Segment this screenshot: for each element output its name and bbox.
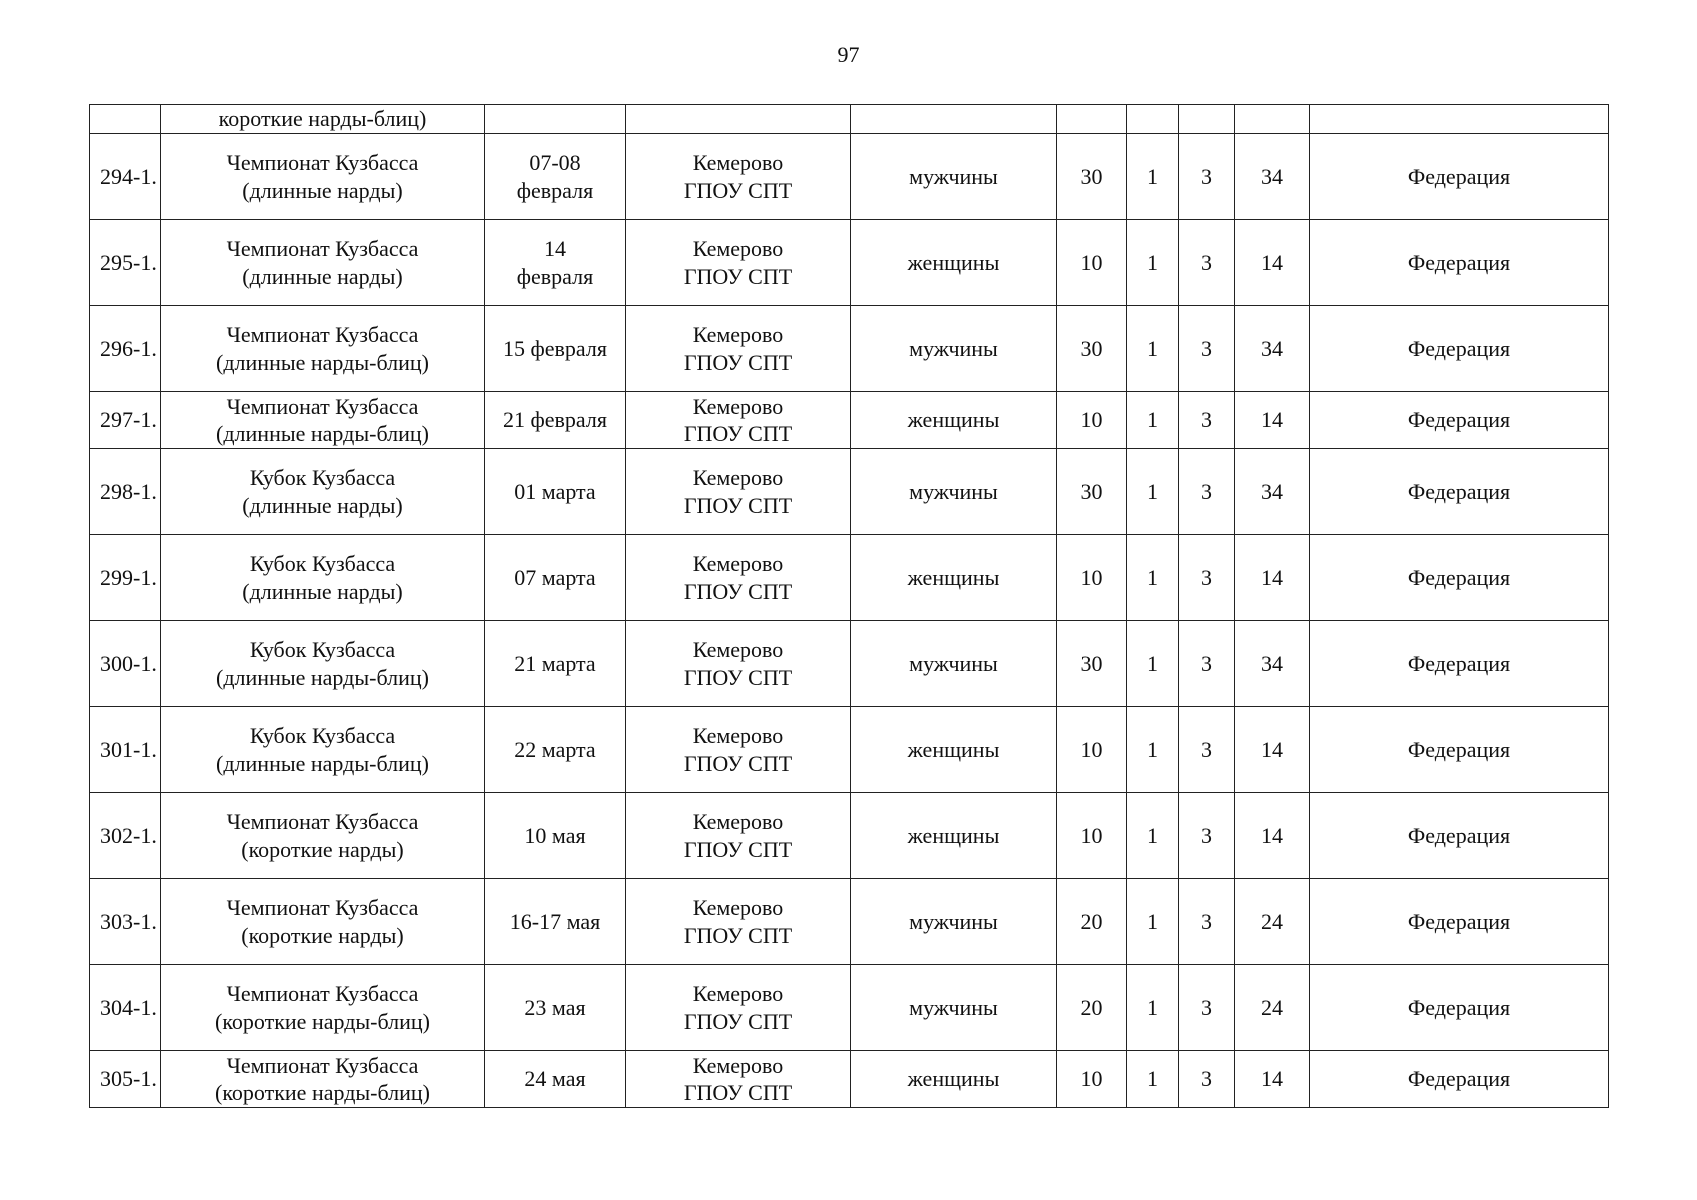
cell-count-3: 3 xyxy=(1179,707,1235,793)
cell-category: женщины xyxy=(851,392,1057,449)
cell-total: 14 xyxy=(1235,535,1310,621)
cell-place xyxy=(626,105,851,134)
cell-category: женщины xyxy=(851,793,1057,879)
cell-count-3: 3 xyxy=(1179,306,1235,392)
cell-num: 294-1. xyxy=(90,134,161,220)
cell-place: Кемерово ГПОУ СПТ xyxy=(626,965,851,1051)
cell-num: 297-1. xyxy=(90,392,161,449)
cell-place: Кемерово ГПОУ СПТ xyxy=(626,220,851,306)
cell-count-3: 3 xyxy=(1179,392,1235,449)
cell-category: мужчины xyxy=(851,965,1057,1051)
cell-count-2: 1 xyxy=(1127,535,1179,621)
cell-count-2 xyxy=(1127,105,1179,134)
cell-num: 303-1. xyxy=(90,879,161,965)
table-row xyxy=(90,965,1609,1051)
cell-num: 304-1. xyxy=(90,965,161,1051)
cell-place: Кемерово ГПОУ СПТ xyxy=(626,449,851,535)
cell-count-3: 3 xyxy=(1179,535,1235,621)
cell-count-3: 3 xyxy=(1179,621,1235,707)
cell-category: мужчины xyxy=(851,879,1057,965)
cell-date: 24 мая xyxy=(485,1051,626,1108)
cell-count-1: 10 xyxy=(1057,535,1127,621)
cell-organizer: Федерация xyxy=(1310,535,1609,621)
cell-count-1: 20 xyxy=(1057,879,1127,965)
cell-total: 14 xyxy=(1235,1051,1310,1108)
cell-date: 21 февраля xyxy=(485,392,626,449)
cell-total: 34 xyxy=(1235,134,1310,220)
table-row xyxy=(90,134,1609,220)
cell-num: 300-1. xyxy=(90,621,161,707)
cell-event-name: Кубок Кузбасса (длинные нарды-блиц) xyxy=(161,707,485,793)
cell-count-2: 1 xyxy=(1127,621,1179,707)
cell-count-2: 1 xyxy=(1127,879,1179,965)
cell-total: 24 xyxy=(1235,879,1310,965)
cell-date: 14 февраля xyxy=(485,220,626,306)
cell-organizer: Федерация xyxy=(1310,879,1609,965)
table-row xyxy=(90,535,1609,621)
table-row xyxy=(90,449,1609,535)
cell-event-name: Чемпионат Кузбасса (короткие нарды) xyxy=(161,879,485,965)
cell-count-2: 1 xyxy=(1127,220,1179,306)
continuation-row xyxy=(90,105,1609,134)
cell-organizer: Федерация xyxy=(1310,965,1609,1051)
cell-place: Кемерово ГПОУ СПТ xyxy=(626,621,851,707)
cell-category: женщины xyxy=(851,1051,1057,1108)
cell-count-3 xyxy=(1179,105,1235,134)
cell-category: мужчины xyxy=(851,449,1057,535)
table-row xyxy=(90,306,1609,392)
cell-count-1: 10 xyxy=(1057,1051,1127,1108)
cell-count-2: 1 xyxy=(1127,134,1179,220)
cell-event-name: короткие нарды-блиц) xyxy=(161,105,485,134)
cell-count-2: 1 xyxy=(1127,449,1179,535)
cell-total: 34 xyxy=(1235,306,1310,392)
cell-count-1: 10 xyxy=(1057,220,1127,306)
cell-category: женщины xyxy=(851,535,1057,621)
cell-place: Кемерово ГПОУ СПТ xyxy=(626,793,851,879)
cell-count-3: 3 xyxy=(1179,220,1235,306)
cell-organizer: Федерация xyxy=(1310,1051,1609,1108)
cell-organizer: Федерация xyxy=(1310,306,1609,392)
table-row xyxy=(90,879,1609,965)
cell-organizer: Федерация xyxy=(1310,134,1609,220)
cell-date: 01 марта xyxy=(485,449,626,535)
cell-organizer: Федерация xyxy=(1310,707,1609,793)
cell-count-3: 3 xyxy=(1179,1051,1235,1108)
cell-count-3: 3 xyxy=(1179,965,1235,1051)
cell-count-2: 1 xyxy=(1127,965,1179,1051)
cell-event-name: Чемпионат Кузбасса (короткие нарды-блиц) xyxy=(161,1051,485,1108)
table-row xyxy=(90,220,1609,306)
cell-organizer: Федерация xyxy=(1310,793,1609,879)
cell-category: мужчины xyxy=(851,306,1057,392)
cell-total: 14 xyxy=(1235,793,1310,879)
cell-total: 14 xyxy=(1235,220,1310,306)
cell-place: Кемерово ГПОУ СПТ xyxy=(626,306,851,392)
cell-event-name: Чемпионат Кузбасса (длинные нарды) xyxy=(161,220,485,306)
cell-event-name: Чемпионат Кузбасса (длинные нарды) xyxy=(161,134,485,220)
cell-organizer: Федерация xyxy=(1310,392,1609,449)
cell-num xyxy=(90,105,161,134)
cell-num: 305-1. xyxy=(90,1051,161,1108)
cell-place: Кемерово ГПОУ СПТ xyxy=(626,392,851,449)
cell-place: Кемерово ГПОУ СПТ xyxy=(626,1051,851,1108)
cell-date: 07-08 февраля xyxy=(485,134,626,220)
cell-place: Кемерово ГПОУ СПТ xyxy=(626,707,851,793)
table-row xyxy=(90,707,1609,793)
cell-date: 10 мая xyxy=(485,793,626,879)
cell-organizer: Федерация xyxy=(1310,449,1609,535)
cell-date: 21 марта xyxy=(485,621,626,707)
cell-organizer xyxy=(1310,105,1609,134)
cell-date: 07 марта xyxy=(485,535,626,621)
cell-total: 34 xyxy=(1235,621,1310,707)
cell-category: женщины xyxy=(851,707,1057,793)
cell-num: 302-1. xyxy=(90,793,161,879)
cell-date: 15 февраля xyxy=(485,306,626,392)
cell-num: 296-1. xyxy=(90,306,161,392)
cell-date: 23 мая xyxy=(485,965,626,1051)
page-number: 97 xyxy=(837,42,860,67)
cell-total xyxy=(1235,105,1310,134)
cell-category: женщины xyxy=(851,220,1057,306)
cell-category: мужчины xyxy=(851,134,1057,220)
cell-total: 24 xyxy=(1235,965,1310,1051)
cell-num: 301-1. xyxy=(90,707,161,793)
cell-count-1: 10 xyxy=(1057,707,1127,793)
cell-num: 295-1. xyxy=(90,220,161,306)
cell-count-1: 30 xyxy=(1057,306,1127,392)
cell-count-1: 30 xyxy=(1057,449,1127,535)
cell-event-name: Чемпионат Кузбасса (короткие нарды-блиц) xyxy=(161,965,485,1051)
cell-organizer: Федерация xyxy=(1310,621,1609,707)
cell-count-2: 1 xyxy=(1127,707,1179,793)
cell-place: Кемерово ГПОУ СПТ xyxy=(626,134,851,220)
cell-date: 16-17 мая xyxy=(485,879,626,965)
table-row xyxy=(90,793,1609,879)
cell-count-3: 3 xyxy=(1179,879,1235,965)
cell-count-3: 3 xyxy=(1179,449,1235,535)
cell-count-2: 1 xyxy=(1127,1051,1179,1108)
table-body xyxy=(90,105,1609,1108)
events-table xyxy=(89,104,1609,1108)
cell-total: 34 xyxy=(1235,449,1310,535)
cell-date xyxy=(485,105,626,134)
cell-event-name: Кубок Кузбасса (длинные нарды-блиц) xyxy=(161,621,485,707)
cell-count-1: 10 xyxy=(1057,793,1127,879)
cell-place: Кемерово ГПОУ СПТ xyxy=(626,879,851,965)
table-row xyxy=(90,621,1609,707)
cell-count-1: 30 xyxy=(1057,134,1127,220)
cell-count-1: 30 xyxy=(1057,621,1127,707)
cell-count-3: 3 xyxy=(1179,134,1235,220)
cell-count-2: 1 xyxy=(1127,306,1179,392)
cell-organizer: Федерация xyxy=(1310,220,1609,306)
cell-count-3: 3 xyxy=(1179,793,1235,879)
cell-count-1: 10 xyxy=(1057,392,1127,449)
cell-event-name: Кубок Кузбасса (длинные нарды) xyxy=(161,535,485,621)
cell-event-name: Чемпионат Кузбасса (длинные нарды-блиц) xyxy=(161,392,485,449)
cell-event-name: Чемпионат Кузбасса (короткие нарды) xyxy=(161,793,485,879)
cell-count-1: 20 xyxy=(1057,965,1127,1051)
cell-num: 298-1. xyxy=(90,449,161,535)
cell-count-2: 1 xyxy=(1127,392,1179,449)
cell-total: 14 xyxy=(1235,392,1310,449)
cell-event-name: Чемпионат Кузбасса (длинные нарды-блиц) xyxy=(161,306,485,392)
table-row xyxy=(90,1051,1609,1108)
cell-place: Кемерово ГПОУ СПТ xyxy=(626,535,851,621)
cell-count-2: 1 xyxy=(1127,793,1179,879)
cell-category xyxy=(851,105,1057,134)
table-row xyxy=(90,392,1609,449)
cell-date: 22 марта xyxy=(485,707,626,793)
cell-category: мужчины xyxy=(851,621,1057,707)
cell-count-1 xyxy=(1057,105,1127,134)
cell-event-name: Кубок Кузбасса (длинные нарды) xyxy=(161,449,485,535)
cell-total: 14 xyxy=(1235,707,1310,793)
cell-num: 299-1. xyxy=(90,535,161,621)
